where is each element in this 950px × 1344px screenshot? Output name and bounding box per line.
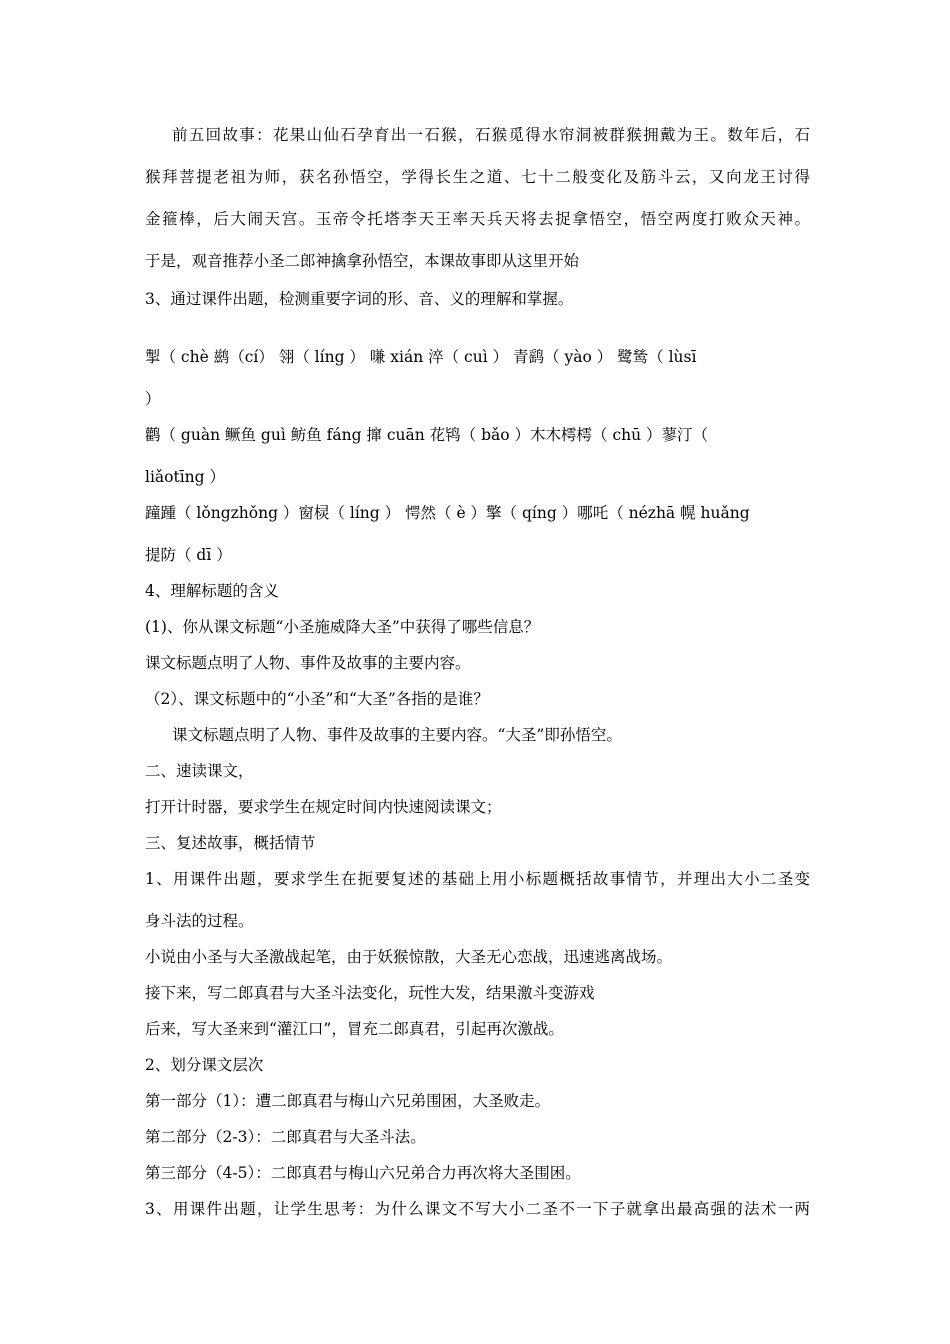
section-4-heading: 4、理解标题的含义 <box>145 582 279 600</box>
paragraph-intro-line-4: 于是，观音推荐小圣二郎神擒拿孙悟空，本课故事即从这里开始 <box>145 252 580 270</box>
question-2: （2）、课文标题中的“小圣”和“大圣”各指的是谁？ <box>145 690 489 708</box>
part-3-item-1-line-1: 1、用课件出题，要求学生在扼要复述的基础上用小标题概括故事情节，并理出大小二圣变 <box>145 870 810 888</box>
answer-2: 课文标题点明了人物、事件及故事的主要内容。“大圣”即孙悟空。 <box>172 726 622 744</box>
part-2-heading: 二、速读课文， <box>145 762 254 780</box>
vocab-line-1-cont: ） <box>145 390 161 408</box>
section-3-heading: 3、通过课件出题，检测重要字词的形、音、义的理解和掌握。 <box>145 290 574 308</box>
structure-part-1: 第一部分（1）：遭二郎真君与梅山六兄弟围困，大圣败走。 <box>145 1092 551 1110</box>
part-3-item-2-heading: 2、划分课文层次 <box>145 1056 264 1074</box>
summary-line-3: 后来，写大圣来到“灌江口”，冒充二郎真君，引起再次激战。 <box>145 1020 564 1038</box>
summary-line-2: 接下来，写二郎真君与大圣斗法变化，玩性大发，结果激斗变游戏 <box>145 984 595 1002</box>
vocab-line-2: 鹳（ guàn 鳜鱼 guì 鲂鱼 fáng 撺 cuān 花鸨（ bǎo ）木木樗樗（ chū ）蓼汀（ <box>145 426 709 444</box>
structure-part-3: 第三部分（4-5）：二郎真君与梅山六兄弟合力再次将大圣围困。 <box>145 1164 581 1182</box>
paragraph-intro-line-3: 金箍棒，后大闹天宫。玉帝令托塔李天王率天兵天将去捉拿悟空，悟空两度打败众天神。 <box>145 210 810 228</box>
part-3-item-3: 3、用课件出题，让学生思考：为什么课文不写大小二圣不一下子就拿出最高强的法术一两 <box>145 1200 810 1218</box>
vocab-line-3-cont: 提防（ dī ） <box>145 546 232 564</box>
paragraph-intro-line-1: 前五回故事：花果山仙石孕育出一石猴，石猴觅得水帘洞被群猴拥戴为王。数年后，石 <box>172 126 810 144</box>
vocab-line-1: 掣（ chè 鹚（cí） 翎（ líng ） 嗛 xián 淬（ cuì ） 青鹞（ yào ） 鹭鸶（ lùsī <box>145 348 697 366</box>
part-2-text: 打开计时器，要求学生在规定时间内快速阅读课文； <box>145 798 502 816</box>
summary-line-1: 小说由小圣与大圣激战起笔，由于妖猴惊散，大圣无心恋战，迅速逃离战场。 <box>145 948 673 966</box>
paragraph-intro-line-2: 猴拜菩提老祖为师，获名孙悟空，学得长生之道、七十二般变化及筋斗云，又向龙王讨得 <box>145 168 810 186</box>
vocab-line-3: 蹱踵（ lǒngzhǒng ）窗棂（ líng ） 愕然（ è ）擎（ qíng ）哪吒（ nézhā 幌 huǎng <box>145 504 750 522</box>
vocab-line-2-cont: liǎotīng ） <box>145 468 226 486</box>
answer-1: 课文标题点明了人物、事件及故事的主要内容。 <box>145 654 471 672</box>
question-1: (1)、你从课文标题“小圣施威降大圣”中获得了哪些信息？ <box>145 618 540 636</box>
structure-part-2: 第二部分（2-3）：二郎真君与大圣斗法。 <box>145 1128 426 1146</box>
part-3-item-1-line-2: 身斗法的过程。 <box>145 912 254 930</box>
part-3-heading: 三、复述故事，概括情节 <box>145 834 316 852</box>
